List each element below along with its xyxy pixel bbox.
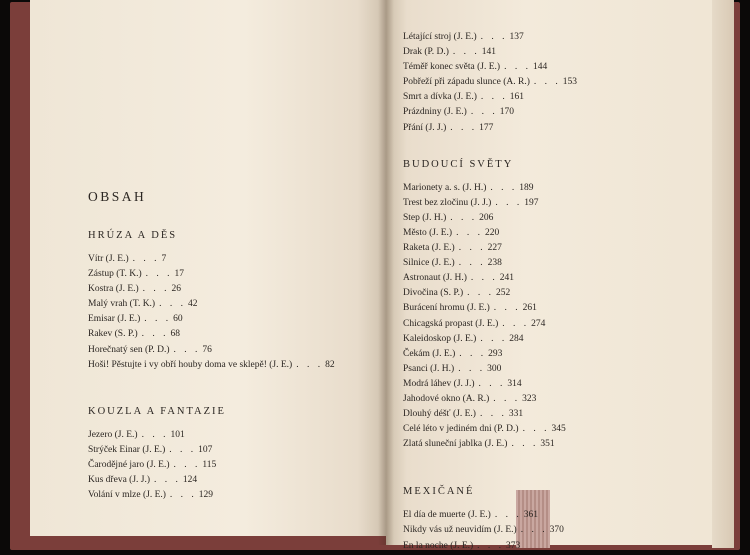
entry-title: Létající stroj (J. E.) — [403, 32, 477, 42]
entry-page: 361 — [523, 510, 538, 521]
entry-title: Modrá láhev (J. J.) — [403, 378, 475, 389]
entry-page: 124 — [182, 475, 198, 486]
section-heading: KOUZLA A FANTAZIE — [88, 405, 226, 417]
entry-title: Město (J. E.) — [403, 227, 453, 238]
entry-title: Psanci (J. H.) — [403, 363, 455, 374]
toc-list — [403, 30, 577, 136]
entry-title: Dlouhý déšť (J. E.) — [403, 409, 476, 420]
toc-entry — [403, 211, 577, 226]
toc-entry — [403, 60, 577, 75]
entry-page: 293 — [488, 348, 503, 359]
toc-list — [403, 181, 577, 453]
entry-title: Raketa (J. E.) — [403, 243, 455, 254]
section-spacer — [403, 452, 577, 486]
entry-title: Emisar (J. E.) — [88, 314, 141, 325]
toc-entry — [403, 317, 577, 332]
entry-leader: . . . — [494, 510, 522, 521]
entry-title: Zástup (T. K.) — [88, 269, 142, 280]
entry-leader: . . . — [154, 475, 181, 486]
toc-entry — [88, 312, 335, 327]
toc-entry — [88, 473, 335, 488]
toc-entry — [403, 332, 577, 347]
entry-title: Drak (P. D.) — [403, 47, 449, 58]
entry-page: 227 — [487, 243, 502, 254]
entry-title: Čarodějné jaro (J. E.) — [88, 459, 170, 470]
entry-page: 197 — [524, 197, 539, 208]
entry-leader: . . . — [480, 32, 508, 42]
entry-leader: . . . — [470, 107, 498, 118]
toc-title: OBSAH — [88, 189, 147, 204]
entry-title: Volání v mlze (J. E.) — [88, 490, 166, 501]
entry-page: 107 — [198, 444, 213, 455]
section-heading: HRÚZA A DĚS — [88, 230, 178, 241]
toc-entry — [403, 422, 577, 437]
entry-title: Jahodové okno (A. R.) — [403, 393, 490, 404]
entry-leader: . . . — [493, 303, 521, 314]
entry-title: Horečnatý sen (P. D.) — [88, 344, 170, 355]
entry-leader: . . . — [456, 227, 483, 238]
toc-entry — [403, 105, 577, 120]
entry-title: Téměř konec světa (J. E.) — [403, 62, 501, 73]
entry-leader: . . . — [458, 363, 486, 374]
section-spacer — [88, 373, 335, 406]
section-heading: MEXIČANÉ — [403, 486, 475, 498]
entry-page: 370 — [549, 525, 564, 536]
right-toc-column — [403, 30, 577, 554]
entry-leader: . . . — [495, 197, 523, 208]
toc-entry — [403, 362, 577, 377]
entry-title: Pobřeží při západu slunce (A. R.) — [403, 77, 530, 88]
section-heading: BUDOUCÍ SVĚTY — [403, 158, 514, 170]
toc-entry — [403, 30, 577, 45]
entry-page: 7 — [161, 254, 167, 264]
toc-entry — [403, 75, 577, 90]
entry-leader: . . . — [132, 254, 160, 264]
entry-page: 373 — [506, 540, 521, 551]
entry-page: 60 — [173, 314, 183, 325]
entry-page: 17 — [174, 269, 185, 280]
entry-title: Přání (J. J.) — [403, 122, 447, 133]
entry-title: Hoši! Pěstujte i vy obří houby doma ve sklepě! (J. E.) — [88, 359, 293, 370]
toc-entry — [88, 282, 335, 297]
entry-page: 137 — [509, 32, 524, 42]
entry-page: 115 — [202, 459, 217, 470]
section-spacer — [403, 136, 577, 159]
entry-title: Silnice (J. E.) — [403, 258, 455, 269]
toc-entry — [88, 267, 335, 282]
entry-leader: . . . — [490, 182, 518, 193]
toc-entry — [403, 377, 577, 392]
entry-page: 261 — [522, 303, 537, 314]
entry-page: 351 — [540, 439, 555, 450]
toc-entry — [403, 90, 577, 105]
entry-leader: . . . — [452, 47, 480, 58]
entry-title: Malý vrah (T. K.) — [88, 299, 156, 310]
entry-page: 129 — [198, 490, 214, 501]
entry-page: 42 — [187, 299, 198, 310]
entry-title: Chicagská propast (J. E.) — [403, 318, 499, 329]
entry-page: 153 — [562, 77, 578, 88]
toc-list — [88, 252, 335, 373]
toc-entry — [88, 343, 335, 358]
toc-entry — [403, 301, 577, 316]
toc-entry — [403, 407, 577, 422]
entry-page: 314 — [507, 378, 522, 389]
entry-leader: . . . — [173, 459, 201, 470]
entry-title: Kostra (J. E.) — [88, 284, 139, 295]
toc-entry — [403, 226, 577, 241]
toc-entry — [88, 297, 335, 312]
entry-title: Divočina (S. P.) — [403, 288, 464, 299]
entry-title: Vítr (J. E.) — [88, 254, 129, 264]
entry-page: 274 — [531, 318, 546, 329]
toc-entry — [403, 392, 577, 407]
entry-page: 284 — [509, 333, 524, 344]
entry-leader: . . . — [493, 393, 521, 404]
entry-title: Kaleidoskop (J. E.) — [403, 333, 477, 344]
entry-leader: . . . — [458, 243, 486, 254]
entry-title: Step (J. H.) — [403, 212, 447, 223]
toc-entry — [403, 271, 577, 286]
entry-leader: . . . — [296, 359, 324, 370]
book-gutter — [378, 0, 394, 545]
entry-title: Astronaut (J. H.) — [403, 273, 467, 284]
entry-title: Nikdy vás už neuvidím (J. E.) — [403, 525, 517, 536]
entry-page: 68 — [170, 329, 180, 340]
toc-entry — [403, 437, 577, 452]
toc-entry — [403, 286, 577, 301]
entry-title: Strýček Einar (J. E.) — [88, 444, 166, 455]
entry-page: 241 — [499, 273, 514, 284]
entry-leader: . . . — [169, 444, 197, 455]
entry-page: 238 — [487, 258, 502, 269]
entry-leader: . . . — [470, 273, 498, 284]
entry-leader: . . . — [520, 525, 548, 536]
toc-entry — [403, 539, 577, 554]
entry-title: Prázdniny (J. E.) — [403, 107, 467, 118]
toc-list — [403, 508, 577, 553]
toc-entry — [88, 358, 335, 373]
entry-page: 252 — [496, 288, 511, 299]
entry-leader: . . . — [450, 122, 478, 133]
entry-leader: . . . — [504, 62, 531, 73]
entry-title: Rakev (S. P.) — [88, 329, 138, 340]
entry-page: 144 — [532, 62, 548, 73]
entry-title: Zlatá sluneční jablka (J. E.) — [403, 439, 508, 450]
toc-entry — [403, 347, 577, 362]
toc-entry — [403, 196, 577, 211]
entry-title: Burácení hromu (J. E.) — [403, 303, 490, 314]
toc-entry — [88, 252, 335, 267]
entry-leader: . . . — [159, 299, 186, 310]
entry-leader: . . . — [458, 258, 486, 269]
toc-entry — [403, 523, 577, 538]
entry-page: 331 — [508, 409, 524, 420]
entry-title: Celé léto v jediném dni (P. D.) — [403, 424, 519, 435]
toc-entry — [403, 181, 577, 196]
entry-title: Čekám (J. E.) — [403, 348, 456, 359]
entry-title: Marionety a. s. (J. H.) — [403, 182, 487, 193]
entry-page: 345 — [551, 424, 566, 435]
entry-title: El día de muerte (J. E.) — [403, 510, 491, 521]
toc-entry — [403, 508, 577, 523]
entry-page: 161 — [509, 92, 525, 103]
toc-entry — [88, 458, 335, 473]
entry-leader: . . . — [502, 318, 530, 329]
entry-page: 220 — [484, 227, 500, 238]
entry-title: Jezero (J. E.) — [88, 429, 138, 440]
entry-page: 206 — [479, 212, 494, 223]
entry-leader: . . . — [450, 212, 478, 223]
entry-leader: . . . — [478, 378, 506, 389]
entry-leader: . . . — [141, 329, 169, 340]
entry-title: En la noche (J. E.) — [403, 540, 474, 551]
toc-entry — [88, 488, 335, 503]
entry-leader: . . . — [480, 92, 508, 103]
toc-entry — [403, 45, 577, 60]
entry-title: Kus dřeva (J. J.) — [88, 475, 151, 486]
entry-leader: . . . — [144, 314, 172, 325]
entry-leader: . . . — [477, 540, 505, 551]
left-toc-column — [88, 189, 335, 503]
entry-page: 177 — [479, 122, 494, 133]
toc-entry — [403, 241, 577, 256]
toc-entry — [403, 256, 577, 271]
toc-entry — [88, 443, 335, 458]
entry-leader: . . . — [467, 288, 495, 299]
entry-leader: . . . — [459, 348, 487, 359]
entry-page: 323 — [522, 393, 537, 404]
entry-page: 141 — [481, 47, 497, 58]
toc-list — [88, 428, 335, 503]
entry-leader: . . . — [533, 77, 561, 88]
entry-page: 76 — [202, 344, 212, 355]
toc-entry — [88, 327, 335, 342]
entry-leader: . . . — [141, 429, 169, 440]
entry-page: 101 — [170, 429, 185, 440]
entry-leader: . . . — [142, 284, 170, 295]
entry-leader: . . . — [173, 344, 201, 355]
entry-page: 82 — [325, 359, 335, 370]
entry-leader: . . . — [480, 333, 508, 344]
entry-title: Trest bez zločinu (J. J.) — [403, 197, 492, 208]
page-block-edge — [712, 0, 734, 548]
entry-leader: . . . — [145, 269, 173, 280]
entry-leader: . . . — [511, 439, 539, 450]
toc-entry — [88, 428, 335, 443]
entry-leader: . . . — [479, 409, 507, 420]
entry-leader: . . . — [522, 424, 550, 435]
entry-page: 26 — [171, 284, 182, 295]
entry-leader: . . . — [169, 490, 197, 501]
toc-entry — [403, 121, 577, 136]
entry-page: 300 — [487, 363, 502, 374]
entry-page: 189 — [519, 182, 534, 193]
entry-title: Smrt a dívka (J. E.) — [403, 92, 477, 103]
entry-page: 170 — [499, 107, 514, 118]
